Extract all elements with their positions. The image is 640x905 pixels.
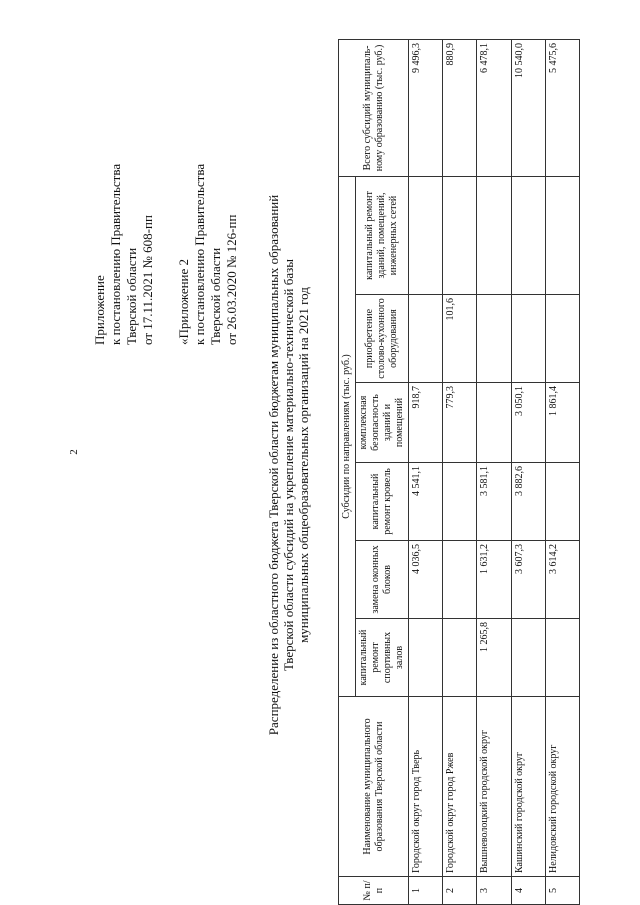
- sports-halls-value: [511, 619, 545, 697]
- building-repair-value: [409, 176, 443, 294]
- windows-value: 3 614,2: [545, 541, 579, 619]
- roofs-value: 3 882,6: [511, 463, 545, 541]
- appendix-header-previous: [176, 164, 240, 345]
- windows-value: 4 036,5: [409, 541, 443, 619]
- building-repair-value: [477, 176, 511, 294]
- appendix-header-current: [92, 164, 156, 345]
- appendix-line: к постановлению Правительства: [192, 163, 207, 345]
- document-title: [266, 105, 311, 825]
- security-value: 3 050,1: [511, 383, 545, 463]
- row-number: 2: [443, 877, 477, 905]
- roofs-value: 3 581,1: [477, 463, 511, 541]
- kitchen-equipment-value: [511, 295, 545, 383]
- total-value: 5 475,6: [545, 39, 579, 176]
- header-subsidy-directions: Субсидии по направлениям (тыс. руб.): [339, 176, 356, 696]
- header-kitchen-equipment: приобретение столово-кухонного оборудования: [356, 295, 409, 383]
- total-value: 10 540,0: [511, 39, 545, 176]
- header-number: № п/п: [339, 877, 409, 905]
- building-repair-value: [511, 176, 545, 294]
- table-row: [511, 39, 545, 904]
- total-value: 880,9: [443, 39, 477, 176]
- row-number: 5: [545, 877, 579, 905]
- roofs-value: [443, 463, 477, 541]
- appendix-line: от 17.11.2021 № 608-пп: [140, 215, 155, 345]
- subsidy-distribution-table: [338, 39, 580, 905]
- security-value: 1 861,4: [545, 383, 579, 463]
- kitchen-equipment-value: 101,6: [443, 295, 477, 383]
- kitchen-equipment-value: [477, 295, 511, 383]
- header-building-repair: капитальный ремонт зданий, помещений, инженерных сетей: [356, 176, 409, 294]
- sports-halls-value: [545, 619, 579, 697]
- table-row: [443, 39, 477, 904]
- municipality-name: Вышневолоцкий городской округ: [477, 697, 511, 877]
- kitchen-equipment-value: [409, 295, 443, 383]
- title-line: Распределение из областного бюджета Тверской области бюджетам муниципальных образований: [266, 194, 281, 736]
- page-number: 2: [68, 449, 80, 455]
- appendix-line: к постановлению Правительства: [108, 163, 123, 345]
- header-municipality-name: Наименование муниципального образования Тверской области: [339, 697, 409, 877]
- security-value: 779,3: [443, 383, 477, 463]
- total-value: 9 496,3: [409, 39, 443, 176]
- title-line: муниципальных общеобразовательных организаций на 2021 год: [296, 287, 311, 643]
- municipality-name: Кашинский городской округ: [511, 697, 545, 877]
- municipality-name: Нелидовский городской округ: [545, 697, 579, 877]
- windows-value: 3 607,3: [511, 541, 545, 619]
- roofs-value: [545, 463, 579, 541]
- municipality-name: Городской округ город Ржев: [443, 697, 477, 877]
- table-row: [409, 39, 443, 904]
- table-row: [545, 39, 579, 904]
- row-number: 4: [511, 877, 545, 905]
- appendix-line: Тверской области: [124, 247, 139, 345]
- table-row: [477, 39, 511, 904]
- municipality-name: Городской округ город Тверь: [409, 697, 443, 877]
- sports-halls-value: [443, 619, 477, 697]
- windows-value: 1 631,2: [477, 541, 511, 619]
- building-repair-value: [545, 176, 579, 294]
- header-total: Всего субсидий муниципаль-ному образованию (тыс. руб.): [339, 39, 409, 176]
- windows-value: [443, 541, 477, 619]
- row-number: 3: [477, 877, 511, 905]
- sports-halls-value: [409, 619, 443, 697]
- kitchen-equipment-value: [545, 295, 579, 383]
- security-value: [477, 383, 511, 463]
- security-value: 918,7: [409, 383, 443, 463]
- header-window-replacement: замена оконных блоков: [356, 541, 409, 619]
- header-complex-security: комплексная безопасность зданий и помещений: [356, 383, 409, 463]
- row-number: 1: [409, 877, 443, 905]
- sports-halls-value: 1 265,8: [477, 619, 511, 697]
- building-repair-value: [443, 176, 477, 294]
- total-value: 6 478,1: [477, 39, 511, 176]
- header-roof-repair: капитальный ремонт кровель: [356, 463, 409, 541]
- appendix-line: «Приложение 2: [176, 258, 191, 345]
- roofs-value: 4 541,1: [409, 463, 443, 541]
- title-line: Тверской области субсидий на укрепление материально-технической базы: [281, 259, 296, 672]
- header-sports-halls-repair: капитальный ремонт спортивных залов: [356, 619, 409, 697]
- appendix-line: Приложение: [92, 275, 107, 345]
- appendix-line: от 26.03.2020 № 126-пп: [224, 214, 239, 345]
- appendix-line: Тверской области: [208, 247, 223, 345]
- table-header-row: [339, 39, 356, 904]
